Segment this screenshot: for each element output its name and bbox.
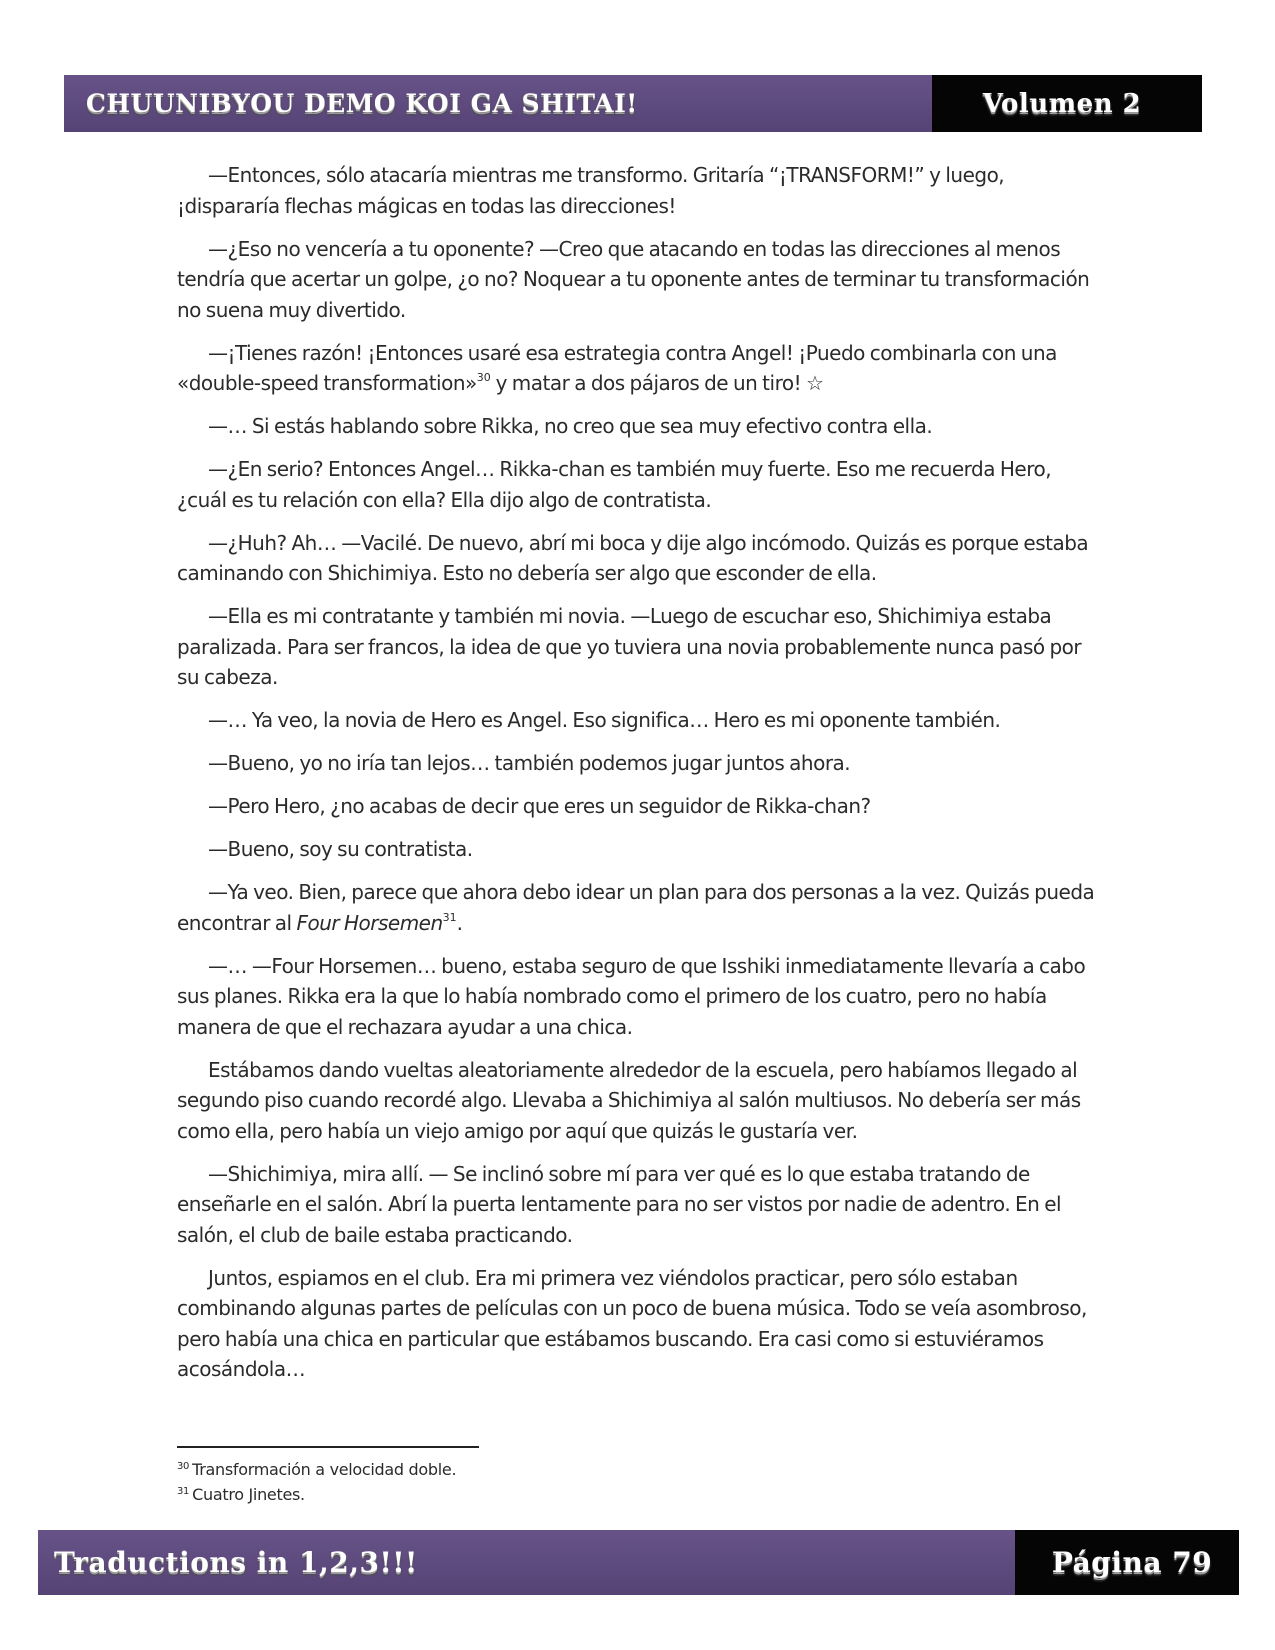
footnote	[177, 1482, 456, 1507]
paragraph: —Pero Hero, ¿no acabas de decir que eres un seguidor de Rikka-chan?	[208, 794, 871, 818]
footnote	[177, 1457, 456, 1482]
volume-label: Volumen 2	[982, 88, 1142, 119]
paragraph: —… Ya veo, la novia de Hero es Angel. Eso significa… Hero es mi oponente también.	[208, 708, 1001, 732]
paragraph: —Ella es mi contratante y también mi novia. —Luego de escuchar eso, Shichimiya estaba paralizada. Para ser francos, la idea de que yo tuviera una novia probablemente nunca pasó por su cabeza.	[177, 604, 1082, 689]
paragraph-text: .	[456, 910, 463, 935]
footer-credit-band	[38, 1530, 1015, 1595]
page-number: Página 79	[1051, 1546, 1213, 1579]
footnote-ref[interactable]: 31	[442, 910, 457, 924]
footnote-divider	[177, 1446, 479, 1448]
book-title: CHUUNIBYOU DEMO KOI GA SHITAI!	[86, 89, 638, 118]
paragraph: —Shichimiya, mira allí. — Se inclinó sobre mí para ver qué es lo que estaba tratando de enseñarle en el salón. Abrí la puerta lentamente para no ser vistos por nadie de adentro. En el salón, el club de baile estaba practicando.	[177, 1161, 1062, 1247]
header-volume-band	[932, 75, 1202, 132]
paragraph: —¿Huh? Ah… —Vacilé. De nuevo, abrí mi boca y dije algo incómodo. Quizás es porque estaba caminando con Shichimiya. Esto no debería ser algo que esconder de ella.	[177, 530, 1089, 585]
header-title-band	[64, 75, 932, 132]
paragraph: —Bueno, soy su contratista.	[208, 837, 473, 861]
page-body	[177, 160, 1099, 1397]
paragraph: Estábamos dando vueltas aleatoriamente alrededor de la escuela, pero habíamos llegado al segundo piso cuando recordé algo. Llevaba a Shichimiya al salón multiusos. No debería ser más como ella, pero había un viejo amigo por aquí que quizás le gustaría ver.	[177, 1057, 1081, 1143]
paragraph: —Bueno, yo no iría tan lejos… también podemos jugar juntos ahora.	[208, 751, 851, 775]
paragraph: —Entonces, sólo atacaría mientras me transformo. Gritaría “¡TRANSFORM!” y luego, ¡dispararía flechas mágicas en todas las direcciones!	[177, 163, 1005, 218]
paragraph: —¿Eso no vencería a tu oponente? —Creo que atacando en todas las direcciones al menos tendría que acertar un golpe, ¿o no? Noquear a tu oponente antes de terminar tu transformación no suena muy divertido.	[177, 236, 1090, 322]
footnote-number: 31	[177, 1486, 190, 1497]
italic-term: Four Horsemen	[296, 910, 443, 935]
paragraph	[177, 338, 1099, 399]
paragraph: —… —Four Horsemen… bueno, estaba seguro de que Isshiki inmediatamente llevaría a cabo sus planes. Rikka era la que lo había nombrado como el primero de los cuatro, pero no había manera de que el rechazara ayudar a una chica.	[177, 953, 1086, 1039]
page-header	[64, 75, 1202, 132]
paragraph-text: —Ya veo. Bien, parece que ahora debo idear un plan para dos personas a la vez. Quizás pueda encontrar al	[177, 880, 1095, 935]
footnote-number: 30	[177, 1461, 190, 1472]
footnote-ref[interactable]: 30	[476, 371, 491, 384]
paragraph: —… Si estás hablando sobre Rikka, no creo que sea muy efectivo contra ella.	[208, 414, 933, 438]
footnotes	[177, 1457, 456, 1507]
paragraph	[177, 877, 1099, 938]
paragraph: Juntos, espiamos en el club. Era mi primera vez viéndolos practicar, pero sólo estaban combinando algunas partes de películas con un poco de buena música. Todo se veía asombroso, pero había una chica en particular que estábamos buscando. Era casi como si estuviéramos acosándola…	[177, 1265, 1087, 1381]
paragraph: —¿En serio? Entonces Angel… Rikka-chan es también muy fuerte. Eso me recuerda Hero, ¿cuál es tu relación con ella? Ella dijo algo de contratista.	[177, 457, 1052, 512]
paragraph-text: —¡Tienes razón! ¡Entonces usaré esa estrategia contra Angel! ¡Puedo combinarla con una «double-speed transformation»	[177, 340, 1057, 395]
paragraph-text: y matar a dos pájaros de un tiro! ☆	[490, 371, 824, 395]
footnote-text: Cuatro Jinetes.	[192, 1485, 305, 1504]
page-footer	[38, 1530, 1239, 1595]
footer-page-band	[1015, 1530, 1239, 1595]
translator-credit: Traductions in 1,2,3!!!	[54, 1546, 418, 1579]
footnote-text: Transformación a velocidad doble.	[192, 1460, 457, 1479]
